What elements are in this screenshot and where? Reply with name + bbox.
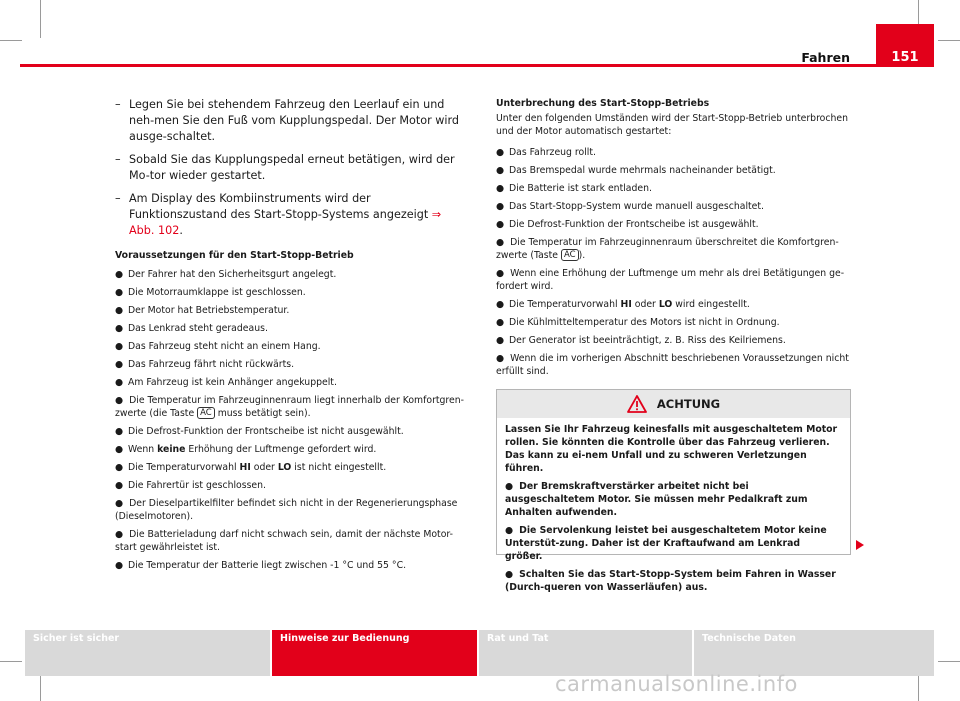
interruption-intro: Unter den folgenden Umständen wird der Start-Stopp-Betrieb unterbrochen und der Motor automatisch gestartet: bbox=[496, 113, 848, 137]
figure-reference-link[interactable]: ⇒ Abb. 102 bbox=[129, 208, 442, 237]
ac-key-icon: AC bbox=[561, 249, 579, 261]
footer-tab-sicher[interactable]: Sicher ist sicher bbox=[25, 630, 270, 676]
footer-tab-rat[interactable]: Rat und Tat bbox=[479, 630, 692, 676]
warning-title: ACHTUNG bbox=[656, 397, 721, 411]
list-item: ● Die Motorraumklappe ist geschlossen. bbox=[115, 287, 306, 298]
page-title: Fahren bbox=[801, 50, 850, 65]
list-item: ● Die Batterieladung darf nicht schwach sein, damit der nächste Motor-start gewährleistet ist. bbox=[115, 529, 453, 553]
warning-body bbox=[497, 418, 850, 594]
footer-tab-hinweise[interactable]: Hinweise zur Bedienung bbox=[272, 630, 477, 676]
step-text-end: . bbox=[179, 224, 183, 237]
list-item: ● Der Dieselpartikelfilter befindet sich nicht in der Regenerierungsphase (Dieselmotoren). bbox=[115, 498, 458, 522]
list-item: ● Der Generator ist beeinträchtigt, z. B. Riss des Keilriemens. bbox=[496, 335, 786, 346]
warning-triangle-icon bbox=[627, 395, 647, 413]
list-item: ● Das Fahrzeug steht nicht an einem Hang. bbox=[115, 341, 321, 352]
footer-tab-technische[interactable]: Technische Daten bbox=[694, 630, 934, 676]
ac-key-icon: AC bbox=[197, 407, 215, 419]
interruption-heading: Unterbrechung des Start-Stopp-Betriebs bbox=[496, 98, 710, 109]
list-item: ● Die Defrost-Funktion der Frontscheibe ist ausgewählt. bbox=[496, 219, 759, 230]
list-item: ● Das Bremspedal wurde mehrmals nacheinander betätigt. bbox=[496, 165, 776, 176]
warning-point: ● Der Bremskraftverstärker arbeitet nicht bei ausgeschaltetem Motor. Sie müssen mehr Pedalkraft zum Anhalten aufwenden. bbox=[505, 481, 808, 518]
watermark: carmanualsonline.info bbox=[555, 672, 798, 696]
page-number: 151 bbox=[891, 50, 919, 65]
list-item: ● Die Temperaturvorwahl HI oder LO wird eingestellt. bbox=[496, 299, 750, 310]
list-item: ● Die Kühlmitteltemperatur des Motors ist nicht in Ordnung. bbox=[496, 317, 780, 328]
list-item: ● Das Start-Stopp-System wurde manuell ausgeschaltet. bbox=[496, 201, 764, 212]
crop-mark bbox=[40, 0, 41, 38]
conditions-heading: Voraussetzungen für den Start-Stopp-Betrieb bbox=[115, 250, 354, 261]
right-column bbox=[496, 97, 852, 383]
list-item: ● Der Fahrer hat den Sicherheitsgurt angelegt. bbox=[115, 269, 337, 280]
list-item: ● Die Temperaturvorwahl HI oder LO ist nicht eingestellt. bbox=[115, 462, 387, 473]
crop-mark bbox=[0, 40, 22, 41]
list-item: ● Das Fahrzeug fährt nicht rückwärts. bbox=[115, 359, 295, 370]
step-text: Am Display des Kombiinstruments wird der Funktionszustand des Start-Stopp-Systems angezeigt bbox=[129, 192, 432, 221]
step-item bbox=[115, 191, 465, 239]
crop-mark bbox=[938, 661, 960, 662]
list-item: ● Die Temperatur im Fahrzeuginnenraum überschreitet die Komfortgren-zwerte (Taste AC ). bbox=[496, 237, 839, 261]
list-item: ● Wenn die im vorherigen Abschnitt beschriebenen Voraussetzungen nicht erfüllt sind. bbox=[496, 353, 849, 377]
warning-point: ● Schalten Sie das Start-Stopp-System beim Fahren in Wasser (Durch-queren von Wasserläufen) aus. bbox=[505, 569, 836, 593]
list-item: ● Die Temperatur im Fahrzeuginnenraum liegt innerhalb der Komfortgren-zwerte (die Taste AC muss betätigt sein). bbox=[115, 395, 465, 419]
list-item: ● Das Lenkrad steht geradeaus. bbox=[115, 323, 268, 334]
step-item: – Legen Sie bei stehendem Fahrzeug den Leerlauf ein und neh-men Sie den Fuß vom Kupplungspedal. Der Motor wird ausge-schaltet. bbox=[115, 97, 465, 145]
list-item: ● Die Temperatur der Batterie liegt zwischen -1 °C und 55 °C. bbox=[115, 560, 407, 571]
page-number-box bbox=[876, 24, 934, 67]
list-item: ● Am Fahrzeug ist kein Anhänger angekuppelt. bbox=[115, 377, 337, 388]
header-rule bbox=[20, 64, 910, 67]
crop-mark bbox=[938, 40, 960, 41]
continue-arrow-icon bbox=[855, 539, 865, 551]
list-item: ● Das Fahrzeug rollt. bbox=[496, 147, 596, 158]
step-item: – Sobald Sie das Kupplungspedal erneut betätigen, wird der Mo-tor wieder gestartet. bbox=[115, 152, 465, 184]
crop-mark bbox=[0, 661, 22, 662]
list-item: ● Die Fahrertür ist geschlossen. bbox=[115, 480, 266, 491]
warning-point: ● Die Servolenkung leistet bei ausgeschaltetem Motor keine Unterstüt-zung. Daher ist der Kraftaufwand am Lenkrad größer. bbox=[505, 525, 827, 562]
warning-box bbox=[496, 389, 851, 593]
list-item: ● Der Motor hat Betriebstemperatur. bbox=[115, 305, 290, 316]
left-column bbox=[115, 97, 465, 577]
list-item: ● Wenn keine Erhöhung der Luftmenge gefordert wird. bbox=[115, 444, 377, 455]
list-item: ● Die Defrost-Funktion der Frontscheibe ist nicht ausgewählt. bbox=[115, 426, 404, 437]
warning-intro: Lassen Sie Ihr Fahrzeug keinesfalls mit ausgeschaltetem Motor rollen. Sie könnten die Kontrolle über das Fahrzeug verlieren. Das kann zu ei-nem Unfall und zu schweren Verletzungen führen. bbox=[505, 424, 838, 474]
list-item: ● Die Batterie ist stark entladen. bbox=[496, 183, 652, 194]
warning-header bbox=[497, 390, 850, 418]
list-item: ● Wenn eine Erhöhung der Luftmenge um mehr als drei Betätigungen ge-fordert wird. bbox=[496, 268, 845, 292]
